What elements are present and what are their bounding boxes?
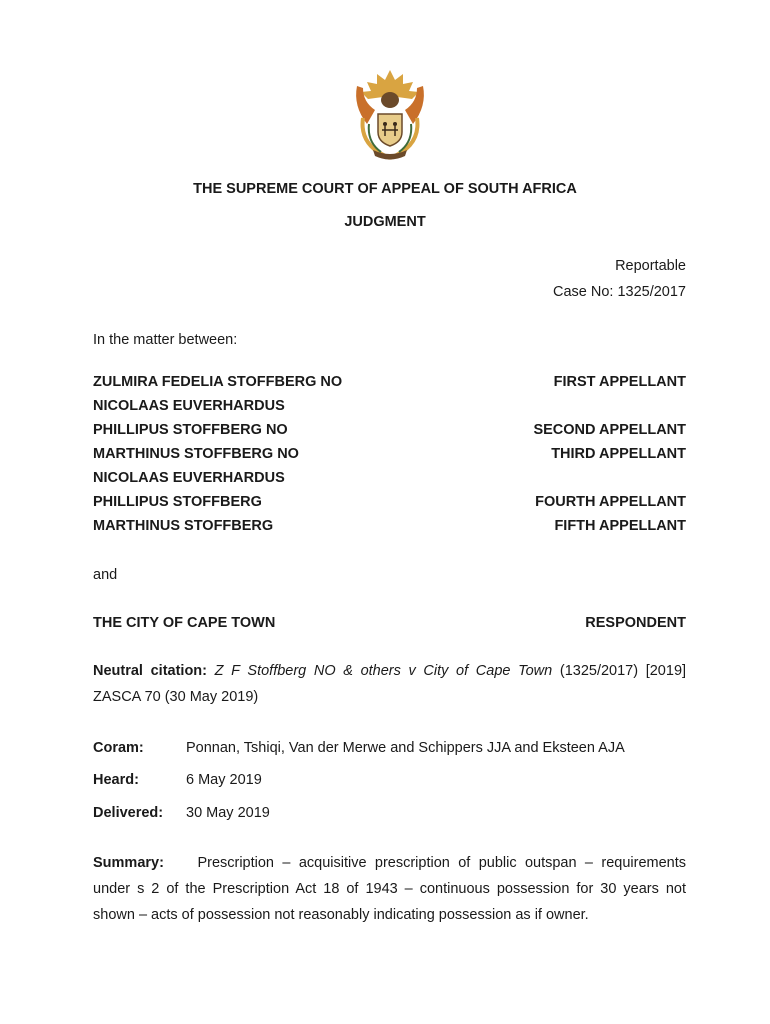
appellant-row	[93, 374, 686, 394]
summary-line-2	[93, 877, 686, 903]
summary-text-1: Prescription – acquisitive prescription of public outspan – requirements	[197, 855, 686, 871]
party-name: MARTHINUS STOFFBERG NO	[93, 446, 299, 462]
party-role: THIRD APPELLANT	[551, 446, 686, 462]
coram-value: Ponnan, Tshiqi, Van der Merwe and Schippers JJA and Eksteen AJA	[186, 740, 625, 756]
citation-case-name: Z F Stoffberg NO & others v City of Cape Town	[214, 663, 553, 679]
delivered-label: Delivered:	[93, 805, 164, 821]
appellant-row	[93, 518, 686, 538]
and-text: and	[93, 567, 118, 583]
appellant-row	[93, 446, 686, 466]
coram-label: Coram:	[93, 740, 144, 756]
appellant-row	[93, 494, 686, 514]
summary-text-3: shown – acts of possession not reasonably indicating possession as if owner.	[93, 907, 589, 923]
summary-line-3	[93, 903, 686, 929]
party-name: MARTHINUS STOFFBERG	[93, 518, 274, 534]
document-type: JUDGMENT	[344, 214, 426, 230]
case-number: Case No: 1325/2017	[552, 284, 686, 300]
citation-label: Neutral citation:	[93, 663, 207, 679]
party-name: PHILLIPUS STOFFBERG NO	[93, 422, 288, 438]
coat-of-arms-icon	[349, 66, 431, 166]
party-name: NICOLAAS EUVERHARDUS	[93, 470, 285, 486]
court-title: THE SUPREME COURT OF APPEAL OF SOUTH AFRICA	[193, 181, 577, 197]
delivered-value: 30 May 2019	[186, 805, 270, 821]
party-name: ZULMIRA FEDELIA STOFFBERG NO	[93, 374, 343, 390]
appellant-row	[93, 398, 686, 418]
citation-line-2: ZASCA 70 (30 May 2019)	[93, 689, 259, 705]
matter-between: In the matter between:	[93, 332, 238, 348]
neutral-citation	[93, 659, 686, 685]
party-name: PHILLIPUS STOFFBERG	[93, 494, 262, 510]
party-role: FIRST APPELLANT	[553, 374, 686, 390]
respondent-row	[93, 615, 686, 635]
respondent-role: RESPONDENT	[585, 615, 686, 631]
party-name: NICOLAAS EUVERHARDUS	[93, 398, 285, 414]
party-role: FOURTH APPELLANT	[535, 494, 686, 510]
heard-value: 6 May 2019	[186, 772, 262, 788]
summary-label: Summary:	[93, 855, 164, 871]
appellant-row	[93, 422, 686, 442]
party-role: FIFTH APPELLANT	[554, 518, 686, 534]
party-role: SECOND APPELLANT	[533, 422, 686, 438]
citation-reference: (1325/2017) [2019]	[559, 663, 687, 679]
reportable-label: Reportable	[615, 258, 686, 274]
appellant-row	[93, 470, 686, 490]
summary-line-1	[93, 851, 686, 877]
summary-text-2: under s 2 of the Prescription Act 18 of 1943 – continuous possession for 30 years not	[93, 881, 686, 897]
heard-label: Heard:	[93, 772, 139, 788]
respondent-name: THE CITY OF CAPE TOWN	[93, 615, 276, 631]
